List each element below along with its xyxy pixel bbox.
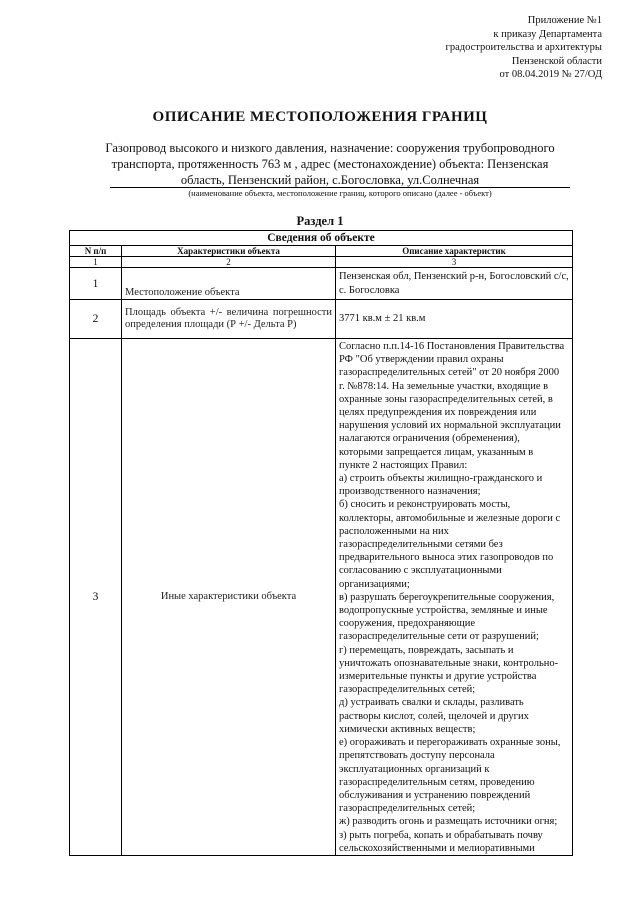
column-header-number: N п/п [70, 246, 122, 257]
appendix-line: от 08.04.2019 № 27/ОД [499, 69, 602, 80]
row-number: 3 [70, 339, 122, 856]
row-number: 1 [70, 268, 122, 300]
appendix-line: Пензенской области [511, 55, 602, 67]
table-caption: Сведения об объекте [70, 231, 573, 246]
table-row [70, 300, 573, 339]
row-characteristic: Площадь объекта +/- величина погрешности определения площади (Р +/- Дельта Р) [122, 300, 336, 339]
row-characteristic: Местоположение объекта [122, 268, 336, 300]
appendix-line: градостроительства и архитектуры [445, 42, 602, 53]
column-header-characteristic: Характеристики объекта [122, 246, 336, 257]
appendix-line: к приказу Департамента [493, 28, 602, 40]
appendix-line: Приложение №1 [527, 15, 602, 26]
row-description: 3771 кв.м ± 21 кв.м [336, 300, 573, 339]
appendix-header [446, 14, 602, 82]
row-description: Согласно п.п.14-16 Постановления Правительства РФ "Об утверждении правил охраны газораспределительных сетей" от 20 ноября 2000 г. №878:14. На земельные участки, входящие в охранные зоны газораспределительных сетей, в целях предупреждения их повреждения или нарушения условий их нормальной эксплуатации налагаются ограничения (обременения), которыми запрещается лицам, указанным в пункте 2 настоящих Правил: а) строить объекты жилищно-гражданского и производственного назначения; б) сносить и реконструировать мосты, коллекторы, автомобильные и железные дороги с расположенными на них газораспределительными сетями без предварительного выноса этих газопроводов по согласованию с эксплуатационными организациями; в) разрушать берегоукрепительные сооружения, водопропускные устройства, земляные и иные сооружения, предохраняющие газораспределительные сети от разрушений; г) перемещать, повреждать, засыпать и уничтожать опознавательные знаки, контрольно- измерительные пункты и другие устройства газораспределительных сетей; д) устраивать свалки и склады, разливать растворы кислот, солей, щелочей и других химически активных веществ; е) огораживать и перегораживать охранные зоны, препятствовать доступу персонала эксплуатационных организаций к газораспределительным сетям, проведению обслуживания и устранению повреждений газораспределительных сетей; ж) разводить огонь и размещать источники огня; з) рыть погреба, копать и обрабатывать почву сельскохозяйственными и мелиоративными [336, 339, 573, 856]
column-number: 1 [70, 257, 122, 268]
row-characteristic: Иные характеристики объекта [122, 339, 336, 856]
object-description: Газопровод высокого и низкого давления, назначение: сооружения трубопроводного транспорта, протяженность 763 м , адрес (местонахождение) объекта: Пензенская область, Пензенский район, с.Богословка, ул.Солнечная [105, 141, 555, 187]
column-number: 3 [336, 257, 573, 268]
section-title: Раздел 1 [296, 214, 344, 228]
object-description-note: (наименование объекта, местоположение границ, которого описано (далее - объект) [188, 188, 492, 198]
column-header-description: Описание характеристик [336, 246, 573, 257]
table-row [70, 339, 573, 856]
row-description: Пензенская обл, Пензенский р-н, Богословский с/с, с. Богословка [336, 268, 573, 300]
column-number: 2 [122, 257, 336, 268]
document-title: ОПИСАНИЕ МЕСТОПОЛОЖЕНИЯ ГРАНИЦ [152, 109, 488, 125]
table-row [70, 268, 573, 300]
row-number: 2 [70, 300, 122, 339]
object-info-table [69, 230, 573, 856]
